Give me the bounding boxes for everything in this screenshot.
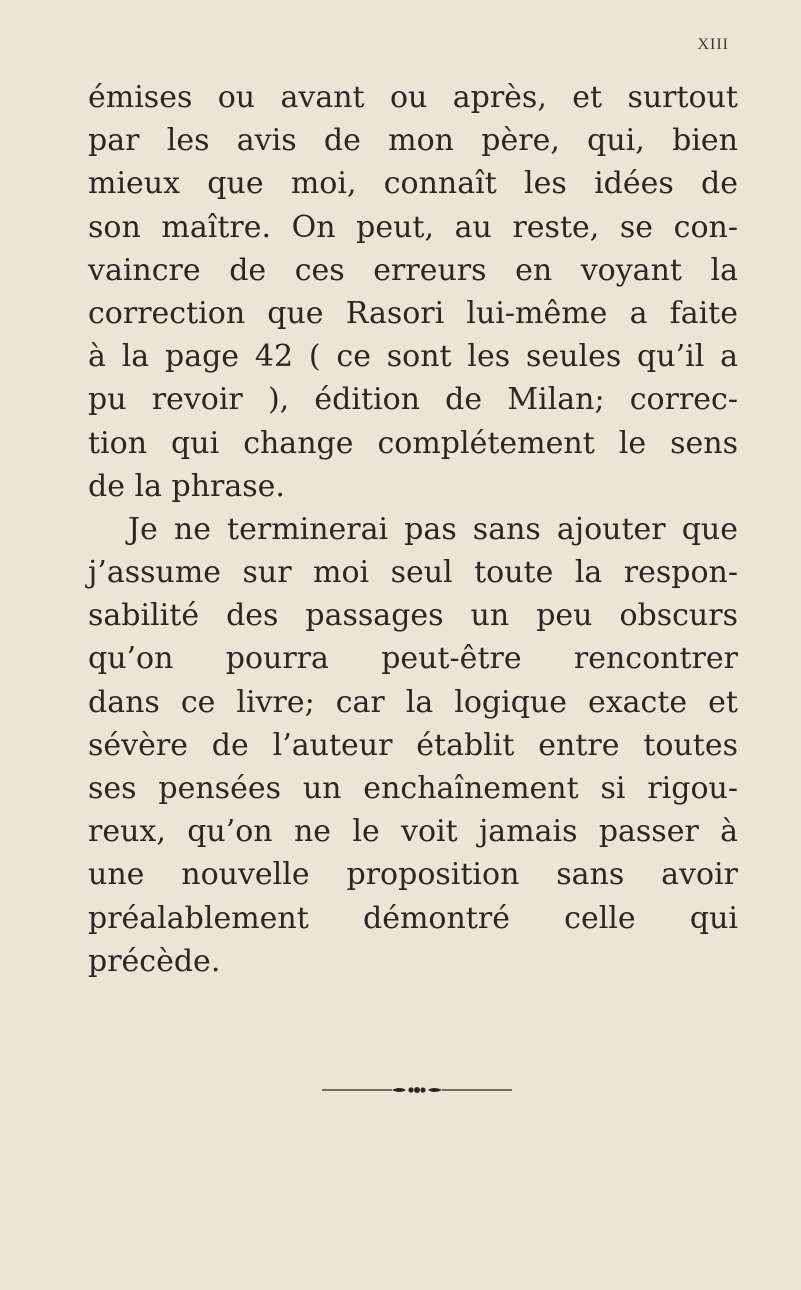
text-line: mieux que moi, connaît les idées de — [88, 166, 738, 202]
text-line: de la phrase. — [88, 468, 285, 504]
end-of-chapter-ornament-icon — [322, 1084, 512, 1096]
text-line: qu’on pourra peut-être rencontrer — [88, 641, 738, 677]
text-line: j’assume sur moi seul toute la respon- — [88, 555, 738, 591]
page-number: XIII — [697, 36, 729, 53]
text-line: à la page 42 ( ce sont les seules qu’il a — [88, 339, 738, 375]
text-line: sabilité des passages un peu obscurs — [88, 598, 738, 634]
text-line: une nouvelle proposition sans avoir — [88, 857, 738, 893]
text-line: précède. — [88, 943, 221, 979]
body-text — [88, 76, 738, 983]
paragraph-2 — [88, 508, 738, 983]
text-line: émises ou avant ou après, et surtout — [88, 80, 738, 115]
text-line: vaincre de ces erreurs en voyant la — [88, 252, 738, 288]
text-line: Je ne terminerai pas sans ajouter que — [128, 511, 738, 547]
text-line: correction que Rasori lui-même a faite — [88, 295, 738, 331]
text-line: reux, qu’on ne le voit jamais passer à — [88, 814, 738, 850]
text-line: tion qui change complétement le sens — [88, 425, 738, 461]
paragraph-1 — [88, 76, 738, 508]
text-line: ses pensées un enchaînement si rigou- — [88, 771, 738, 806]
text-line: par les avis de mon père, qui, bien — [88, 123, 738, 159]
text-line: son maître. On peut, au reste, se con- — [88, 209, 738, 245]
text-line: préalablement démontré celle qui — [88, 900, 738, 936]
text-line: pu revoir ), édition de Milan; correc- — [88, 382, 738, 418]
text-line: dans ce livre; car la logique exacte et — [88, 684, 738, 720]
text-line: sévère de l’auteur établit entre toutes — [88, 727, 738, 763]
